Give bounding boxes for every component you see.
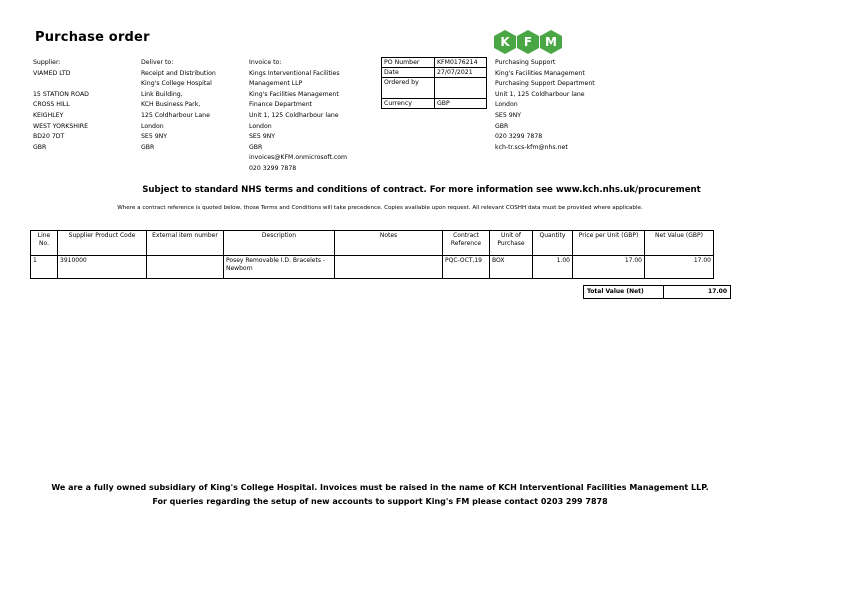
po-info-row — [382, 78, 487, 99]
cell-external-item — [147, 256, 224, 279]
col-header-external-item: External item number — [147, 231, 224, 256]
po-info-table — [381, 57, 487, 109]
po-info-row — [382, 58, 487, 68]
purchasing-block — [495, 58, 595, 153]
cell-description: Posey Removable I.D. Bracelets - Newborn — [224, 256, 335, 279]
invoice-line: SE5 9NY — [249, 133, 276, 141]
purchasing-line: Unit 1, 125 Coldharbour lane — [495, 90, 585, 98]
footer-line-2: For queries regarding the setup of new accounts to support King's FM please contact 0203 299 7878 — [152, 497, 608, 506]
supplier-line: BD20 7DT — [33, 133, 65, 141]
purchasing-line: Purchasing Support — [495, 59, 556, 66]
deliver-line: 125 Coldharbour Lane — [141, 111, 210, 119]
footer-line-1: We are a fully owned subsidiary of King's College Hospital. Invoices must be raised in the name of KCH Interventional Facilities Management LLP. — [51, 483, 709, 492]
col-header-notes: Notes — [335, 231, 443, 256]
col-header-quantity: Quantity — [533, 231, 573, 256]
invoice-email[interactable]: invoices@KFM.onmicrosoft.com — [249, 154, 348, 162]
cell-contract-ref: PQC-OCT,19 — [443, 256, 490, 279]
logo-hex-k: K — [494, 30, 516, 54]
invoice-line: London — [249, 122, 272, 130]
table-header-row — [31, 231, 714, 256]
total-label: Total Value (Net) — [587, 288, 644, 295]
purchasing-line: GBR — [495, 122, 509, 130]
deliver-line: London — [141, 122, 164, 130]
supplier-line — [33, 79, 89, 90]
terms-subject: Subject to standard NHS terms and conditions of contract. For more information see www.kch.nhs.uk/procurement — [142, 185, 701, 195]
po-number-value: KFM0176214 — [435, 58, 487, 68]
cell-product-code: 3910000 — [58, 256, 147, 279]
cell-net-value: 17.00 — [645, 256, 714, 279]
invoice-line: Kings Interventional Facilities — [249, 69, 340, 77]
supplier-line: GBR — [33, 143, 47, 151]
cell-line-no: 1 — [31, 256, 58, 279]
supplier-line: 15 STATION ROAD — [33, 90, 89, 98]
col-header-price: Price per Unit (GBP) — [573, 231, 645, 256]
purchasing-line: 020 3299 7878 — [495, 133, 543, 141]
total-box — [583, 285, 731, 299]
cell-quantity: 1.00 — [533, 256, 573, 279]
col-header-description: Description — [224, 231, 335, 256]
date-value: 27/07/2021 — [435, 68, 487, 78]
purchasing-email[interactable]: kch-tr.scs-kfm@nhs.net — [495, 143, 568, 151]
supplier-line: KEIGHLEY — [33, 111, 64, 119]
invoice-phone: 020 3299 7878 — [249, 164, 297, 172]
supplier-line: VIAMED LTD — [33, 69, 71, 77]
cell-unit: BOX — [490, 256, 533, 279]
logo-hex-m: M — [540, 30, 562, 54]
invoice-block — [249, 58, 347, 175]
cell-price: 17.00 — [573, 256, 645, 279]
currency-value: GBP — [435, 99, 487, 109]
po-info-row — [382, 99, 487, 109]
deliver-line: KCH Business Park, — [141, 101, 201, 109]
supplier-block — [33, 58, 89, 153]
line-items-table — [30, 230, 714, 279]
purchasing-line: SE5 9NY — [495, 111, 522, 119]
invoice-line: Finance Department — [249, 101, 313, 109]
invoice-label: Invoice to: — [249, 59, 282, 66]
col-header-line-no: Line No. — [31, 231, 58, 256]
currency-label: Currency — [382, 99, 435, 109]
cell-notes — [335, 256, 443, 279]
purchasing-line: King's Facilities Management — [495, 69, 585, 77]
invoice-line: Unit 1, 125 Coldharbour lane — [249, 111, 339, 119]
kfm-logo — [494, 30, 562, 54]
invoice-line: King's Facilities Management — [249, 90, 339, 98]
supplier-line: CROSS HILL — [33, 101, 70, 109]
supplier-label: Supplier: — [33, 59, 61, 66]
total-value: 17.00 — [663, 286, 730, 298]
page-title: Purchase order — [35, 30, 150, 45]
po-info-row — [382, 68, 487, 78]
deliver-label: Deliver to: — [141, 59, 174, 66]
date-label: Date — [382, 68, 435, 78]
deliver-line: GBR — [141, 143, 155, 151]
col-header-unit: Unit of Purchase — [490, 231, 533, 256]
col-header-net-value: Net Value (GBP) — [645, 231, 714, 256]
deliver-line: SE5 9NY — [141, 133, 168, 141]
ordered-by-value — [435, 78, 487, 99]
ordered-by-label: Ordered by — [382, 78, 435, 99]
invoice-line: Management LLP — [249, 80, 303, 88]
invoice-line: GBR — [249, 143, 263, 151]
deliver-line: King's College Hospital — [141, 80, 212, 88]
purchasing-line: Purchasing Support Department — [495, 80, 595, 88]
col-header-contract-ref: Contract Reference — [443, 231, 490, 256]
logo-hex-f: F — [517, 30, 539, 54]
col-header-product-code: Supplier Product Code — [58, 231, 147, 256]
deliver-line: Receipt and Distribution — [141, 69, 216, 77]
purchasing-line: London — [495, 101, 518, 109]
terms-notice: Where a contract reference is quoted below, those Terms and Conditions will take precedence. Copies available upon request. All relevant COSHH data must be provided where applicable. — [117, 205, 643, 211]
deliver-block — [141, 58, 216, 153]
table-row — [31, 256, 714, 279]
deliver-line: Link Building, — [141, 90, 183, 98]
po-number-label: PO Number — [382, 58, 435, 68]
supplier-line: WEST YORKSHIRE — [33, 122, 88, 130]
